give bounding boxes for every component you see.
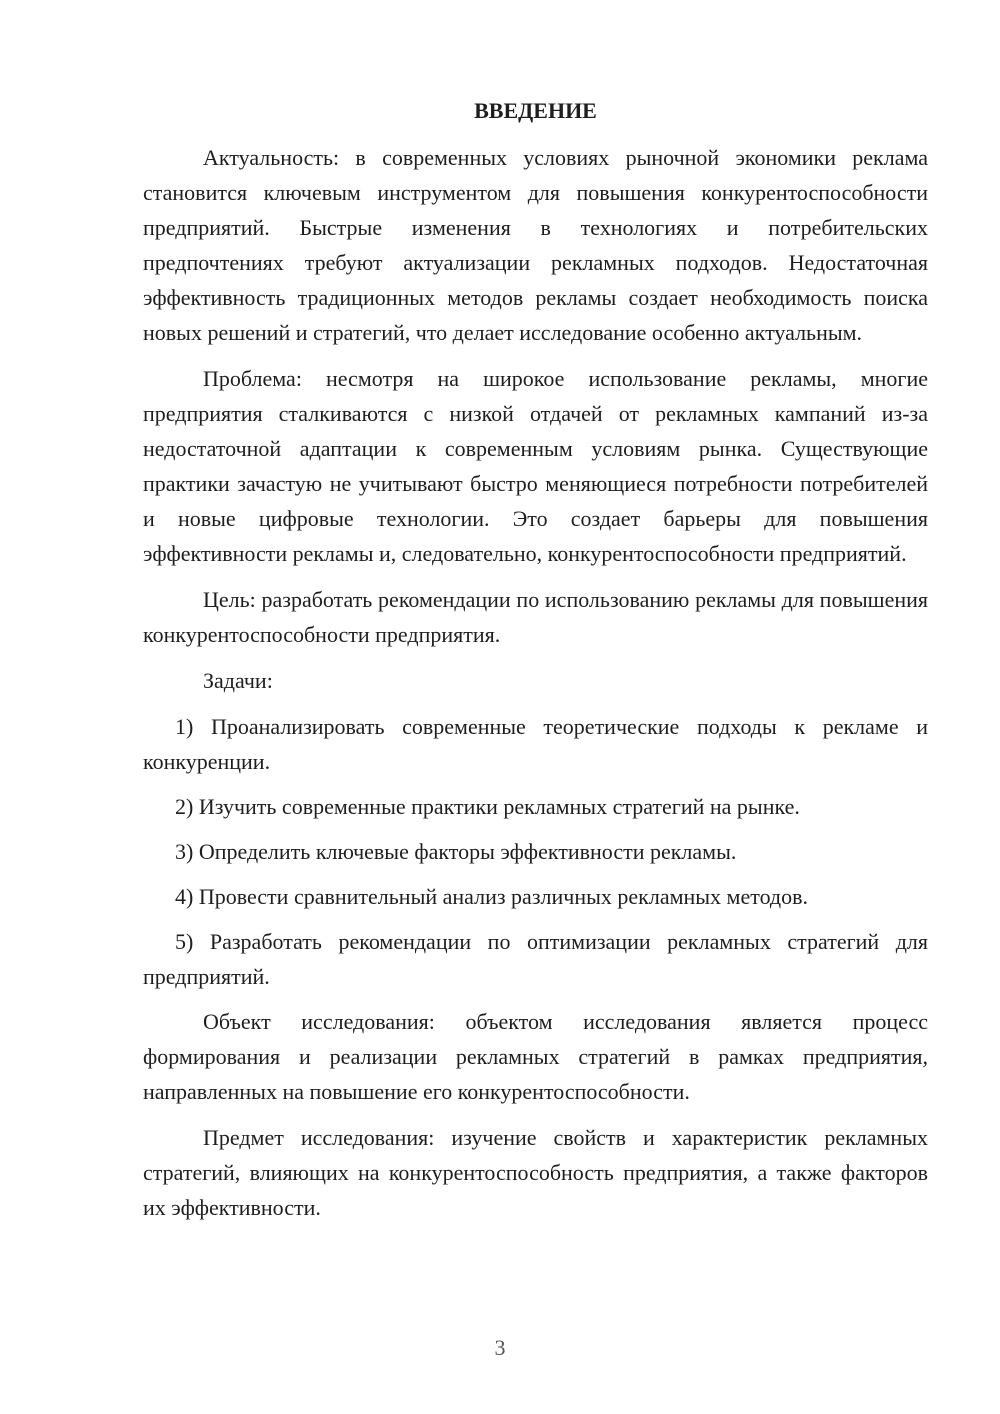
task-item-3: 3) Определить ключевые факторы эффективности рекламы.	[175, 839, 737, 864]
page-number: 3	[494, 1335, 506, 1360]
task-item-2: 2) Изучить современные практики рекламных стратегий на рынке.	[175, 794, 800, 819]
tasks-heading: Задачи:	[203, 668, 273, 693]
task-item-5: 5) Разработать рекомендации по оптимизации рекламных стратегий для предприятий.	[143, 929, 928, 989]
paragraph-subject: Предмет исследования: изучение свойств и характеристик рекламных стратегий, влияющих на конкурентоспособность предприятия, а также факторов их эффективности.	[143, 1125, 928, 1220]
task-item-4: 4) Провести сравнительный анализ различных рекламных методов.	[175, 884, 809, 909]
paragraph-problem: Проблема: несмотря на широкое использование рекламы, многие предприятия сталкиваются с низкой отдачей от рекламных кампаний из-за недостаточной адаптации к современным условиям рынка. Существующие практики зачастую не учитывают быстро меняющиеся потребности потребителей и новые цифровые технологии. Это создает барьеры для повышения эффективности рекламы и, следовательно, конкурентоспособности предприятий.	[143, 366, 928, 566]
task-item-1: 1) Проанализировать современные теоретические подходы к рекламе и конкуренции.	[143, 714, 928, 774]
page-title: ВВЕДЕНИЕ	[474, 98, 597, 123]
paragraph-object: Объект исследования: объектом исследования является процесс формирования и реализации рекламных стратегий в рамках предприятия, направленных на повышение его конкурентоспособности.	[143, 1009, 928, 1104]
paragraph-goal: Цель: разработать рекомендации по использованию рекламы для повышения конкурентоспособности предприятия.	[143, 587, 928, 647]
document-body	[143, 93, 928, 1236]
paragraph-relevance: Актуальность: в современных условиях рыночной экономики реклама становится ключевым инструментом для повышения конкурентоспособности предприятий. Быстрые изменения в технологиях и потребительских предпочтениях требуют актуализации рекламных подходов. Недостаточная эффективность традиционных методов рекламы создает необходимость поиска новых решений и стратегий, что делает исследование особенно актуальным.	[143, 145, 928, 345]
